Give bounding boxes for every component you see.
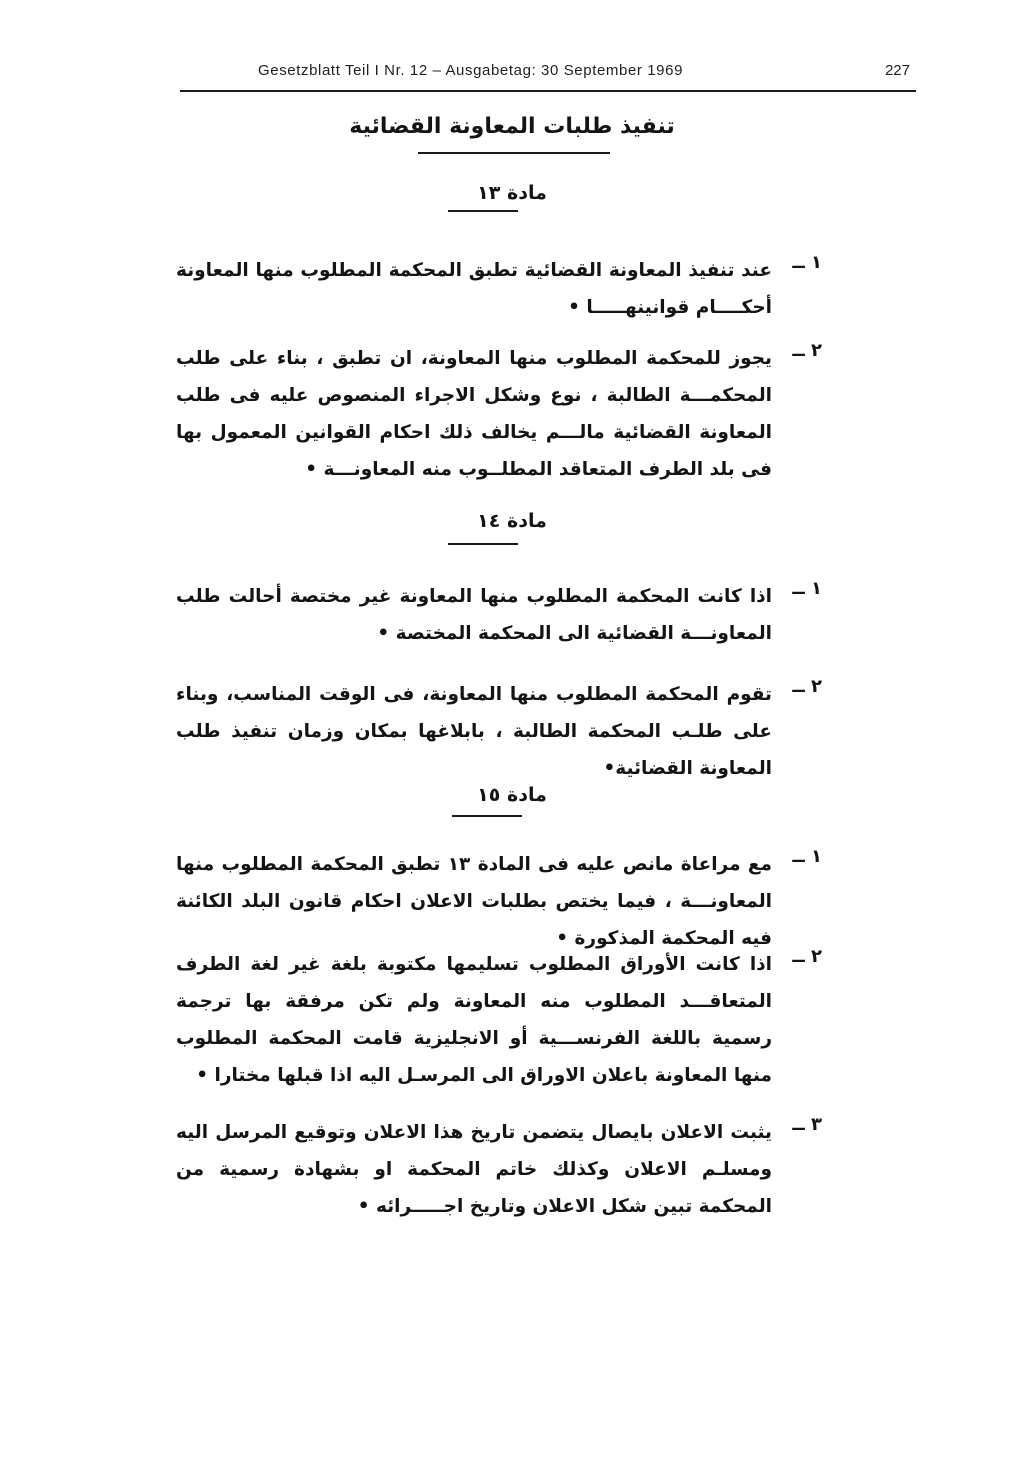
clause-number: ١ ــ xyxy=(792,252,822,273)
clause-text: يجوز للمحكمة المطلوب منها المعاونة، ان تطبق ، بناء على طلب المحكمـــة الطالبة ، نوع وشكل الاجراء المنصوص عليه فى طلب المعاونة القضائية مالـــم يخالف ذلك احكام القوانين المعمول بها فى بلد الطرف المتعاقد المطلــوب منه المعاونـــة • xyxy=(176,348,772,480)
article-15-rule xyxy=(452,815,522,817)
clause-text: عند تنفيذ المعاونة القضائية تطبق المحكمة المطلوب منها المعاونة أحكــــام قوانينهـــــا • xyxy=(176,260,772,318)
clause-number: ٢ ــ xyxy=(792,340,822,361)
section-title: تنفيذ طلبات المعاونة القضائية xyxy=(349,114,675,139)
article-15-clause-2 xyxy=(176,946,822,1094)
section-title-rule xyxy=(418,152,610,154)
clause-number: ١ ــ xyxy=(792,846,822,867)
article-15-clause-1 xyxy=(176,846,822,957)
article-14-clause-2 xyxy=(176,676,822,787)
clause-text: يثبت الاعلان بايصال يتضمن تاريخ هذا الاعلان وتوقيع المرسل اليه ومسلـم الاعلان وكذلك خاتم المحكمة او بشهادة رسمية من المحكمة تبين شكل الاعلان وتاريخ اجـــــرائه • xyxy=(176,1122,772,1217)
article-13-rule xyxy=(448,210,518,212)
page-number: 227 xyxy=(884,62,910,79)
article-14-rule xyxy=(448,543,518,545)
clause-text: اذا كانت المحكمة المطلوب منها المعاونة غير مختصة أحالت طلب المعاونـــة القضائية الى المحكمة المختصة • xyxy=(176,586,772,644)
clause-number: ٢ ــ xyxy=(792,946,822,967)
clause-number: ٢ ــ xyxy=(792,676,822,697)
clause-text: تقوم المحكمة المطلوب منها المعاونة، فى الوقت المناسب، وبناء على طلـب المحكمة الطالبة ، بابلاغها بمكان وزمان تنفيذ طلب المعاونة القضائية• xyxy=(176,684,772,779)
running-header xyxy=(180,58,916,92)
publication-reference: Gesetzblatt Teil I Nr. 12 – Ausgabetag: 30 September 1969 xyxy=(258,62,684,79)
clause-number: ١ ــ xyxy=(792,578,822,599)
clause-text: اذا كانت الأوراق المطلوب تسليمها مكتوبة بلغة غير لغة الطرف المتعاقـــد المطلوب منه المعاونة ولم تكن مرفقة بها ترجمة رسمية باللغة الفرنســـية أو الانجليزية قامت المحكمة المطلوب منها المعاونة باعلان الاوراق الى المرسـل اليه اذا قبلها مختارا • xyxy=(176,954,772,1086)
article-14-clause-1 xyxy=(176,578,822,652)
article-14-heading: مادة ١٤ xyxy=(477,510,547,532)
article-13-clause-2 xyxy=(176,340,822,488)
article-15-heading: مادة ١٥ xyxy=(477,784,547,806)
clause-text: مع مراعاة مانص عليه فى المادة ١٣ تطبق المحكمة المطلوب منها المعاونـــة ، فيما يختص بطلبات الاعلان احكام قانون البلد الكائنة فيه المحكمة المذكورة • xyxy=(176,854,772,949)
article-13-heading: مادة ١٣ xyxy=(477,182,547,204)
article-13-clause-1 xyxy=(176,252,822,326)
clause-number: ٣ ــ xyxy=(792,1114,822,1135)
article-15-clause-3 xyxy=(176,1114,822,1225)
